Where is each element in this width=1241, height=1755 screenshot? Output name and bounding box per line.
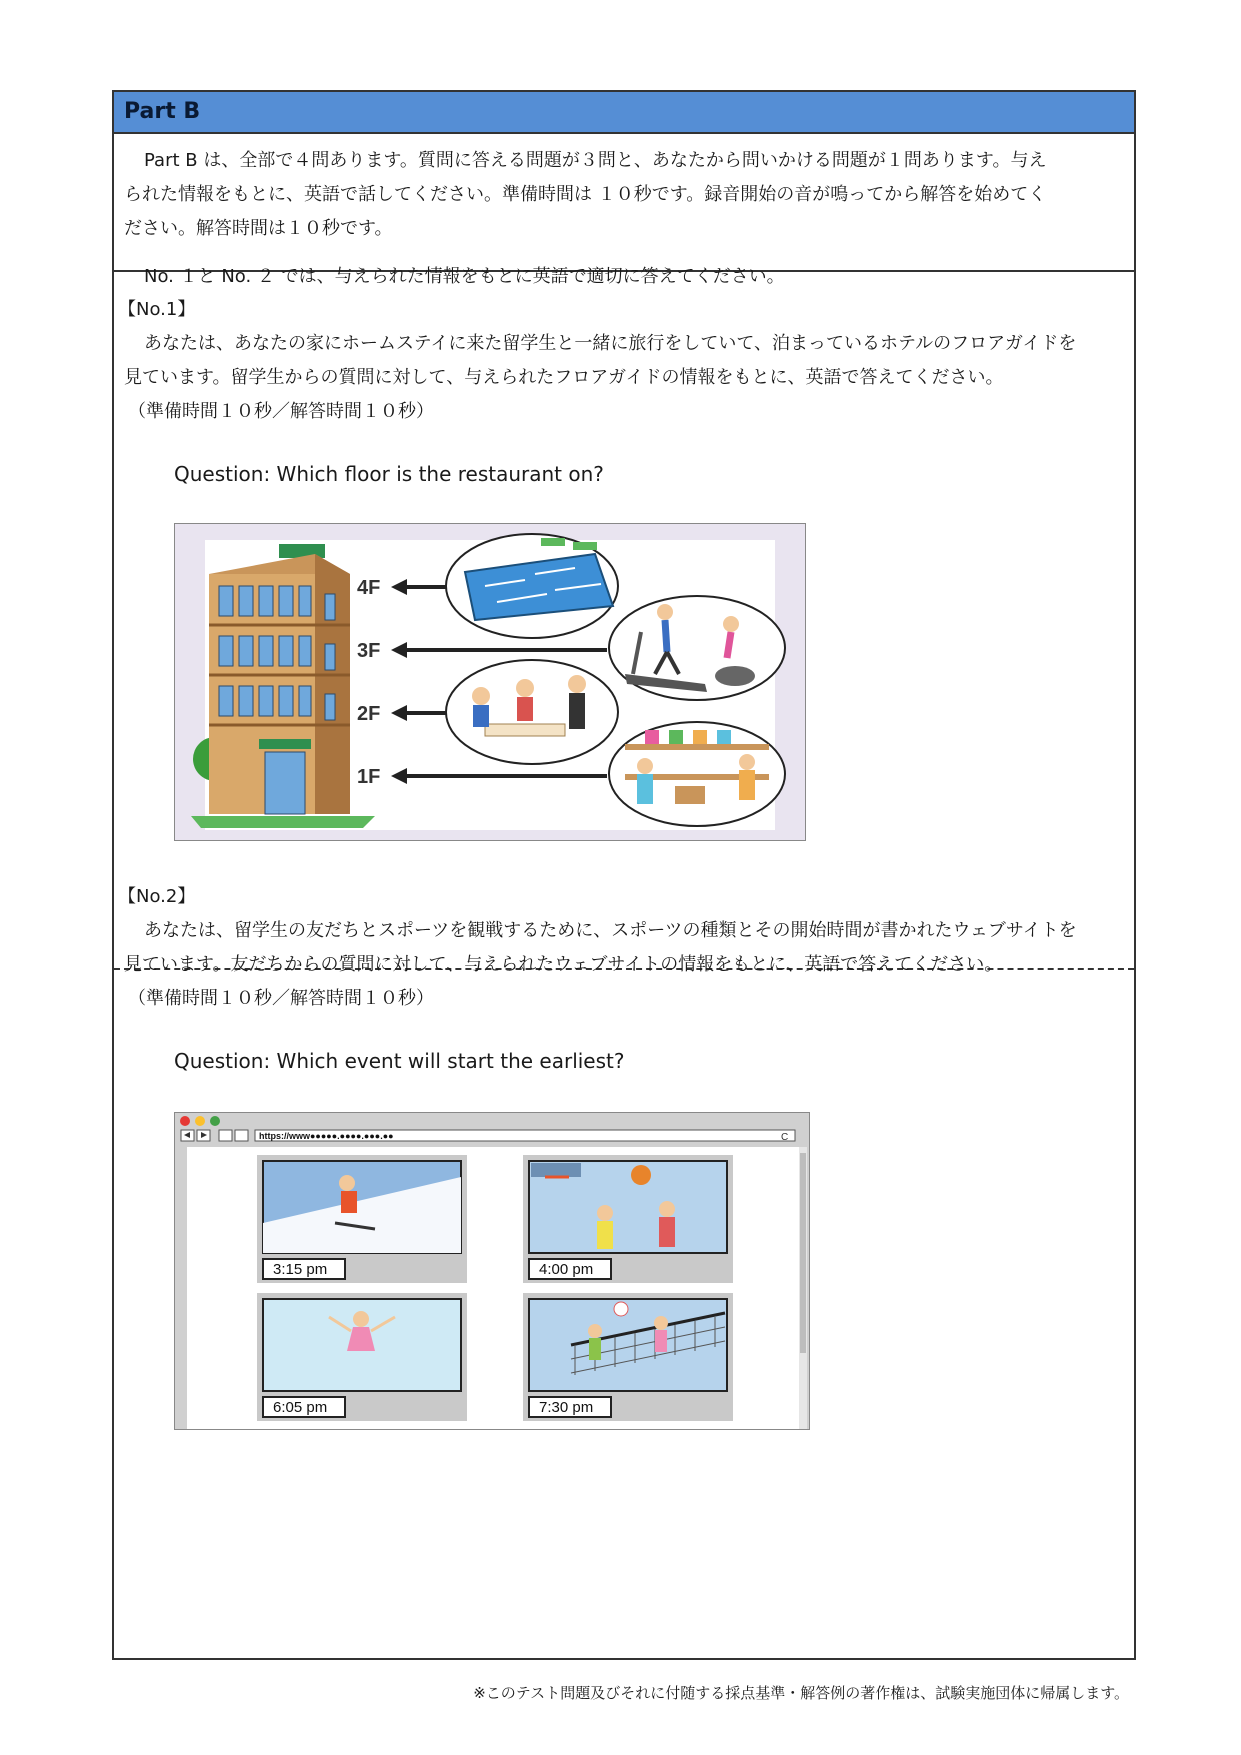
- intro-line-3: ださい。解答時間は１０秒です。: [124, 218, 393, 239]
- copyright-footer: ※このテスト問題及びそれに付随する採点基準・解答例の著作権は、試験実施団体に帰属します。: [473, 1684, 1129, 1702]
- sports-website-figure: [174, 1112, 810, 1430]
- intro-box: [114, 134, 1134, 272]
- event-panel-ski: [257, 1155, 467, 1283]
- hotel-building: [209, 544, 350, 814]
- restaurant-illustration: [446, 660, 618, 764]
- search-icon: [235, 1130, 248, 1141]
- event-panel-volleyball: [523, 1293, 733, 1421]
- q1-text-line-2: 見ています。留学生からの質問に対して、与えられたフロアガイドの情報をもとに、英語で答えてください。: [124, 367, 1004, 388]
- q1-label: 【No.1】: [118, 299, 196, 320]
- floor-label-4f: 4F: [357, 577, 381, 599]
- window-minimize-dot: [195, 1116, 205, 1126]
- part-b-frame: [112, 90, 1136, 1660]
- event-time-figure-skating: 6:05 pm: [273, 1399, 328, 1416]
- part-b-title: Part B: [124, 99, 201, 124]
- q1-question: Question: Which floor is the restaurant on?: [174, 462, 604, 486]
- floor-label-1f: 1F: [357, 766, 381, 788]
- event-time-ski: 3:15 pm: [273, 1261, 328, 1278]
- floor-label-2f: 2F: [357, 703, 381, 725]
- q2-label: 【No.2】: [118, 886, 196, 907]
- q1-text-line-1: あなたは、あなたの家にホームステイに来た留学生と一緒に旅行をしていて、泊まっているホテルのフロアガイドを: [144, 333, 1077, 354]
- part-b-header: [114, 92, 1134, 134]
- floor-guide-figure: [174, 523, 806, 841]
- event-panel-basketball: [523, 1155, 733, 1283]
- q2-text-line-2: 見ています。友だちからの質問に対して、与えられたウェブサイトの情報をもとに、英語で答えてください。: [124, 954, 1003, 975]
- event-time-basketball: 4:00 pm: [539, 1261, 594, 1278]
- q1-time: （準備時間１０秒／解答時間１０秒）: [128, 401, 434, 422]
- shop-illustration: [609, 722, 785, 826]
- instruction-text: No. １と No. ２ では、与えられた情報をもとに英語で適切に答えてください。: [144, 266, 785, 287]
- q2-text-line-1: あなたは、留学生の友だちとスポーツを観戦するために、スポーツの種類とその開始時間が書かれたウェブサイトを: [144, 920, 1077, 941]
- intro-line-2: られた情報をもとに、英語で話してください。準備時間は １０秒です。録音開始の音が鳴ってから解答を始めてく: [124, 184, 1047, 205]
- intro-line-1: Part B は、全部で４問あります。質問に答える問題が３問と、あなたから問いかける問題が１問あります。与え: [144, 150, 1047, 171]
- reload-icon: C: [781, 1132, 789, 1143]
- window-close-dot: [180, 1116, 190, 1126]
- pool-illustration: [446, 534, 618, 638]
- url-text: https://www●●●●●.●●●●.●●●.●●: [259, 1131, 394, 1141]
- event-panel-figure-skating: [257, 1293, 467, 1421]
- q2-time: （準備時間１０秒／解答時間１０秒）: [128, 988, 434, 1009]
- window-maximize-dot: [210, 1116, 220, 1126]
- home-icon: [219, 1130, 232, 1141]
- q2-question: Question: Which event will start the earliest?: [174, 1049, 625, 1073]
- event-time-volleyball: 7:30 pm: [539, 1399, 594, 1416]
- gym-illustration: [609, 596, 785, 700]
- floor-label-3f: 3F: [357, 640, 381, 662]
